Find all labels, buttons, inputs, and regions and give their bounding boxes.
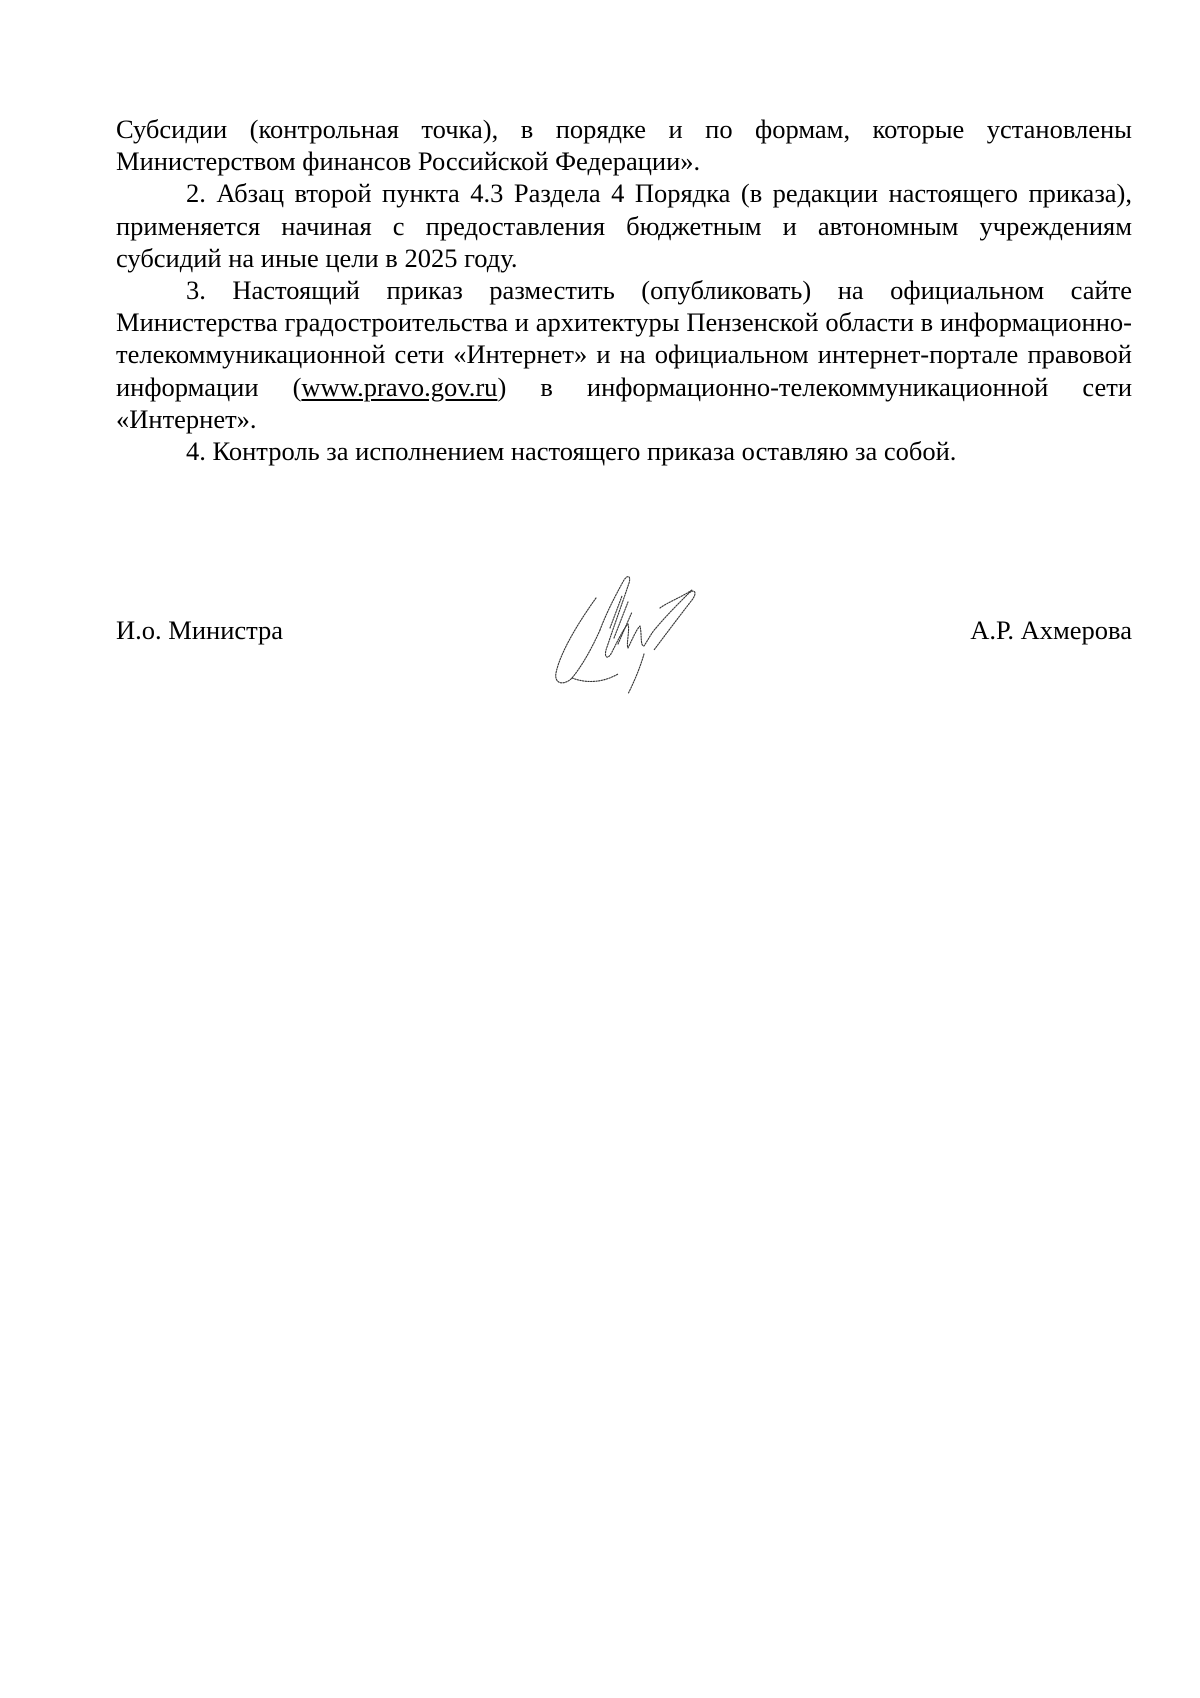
paragraph-text: Субсидии (контрольная точка), в порядке и по формам, которые установлены Министерством финансов Российской Федерации». bbox=[116, 114, 1132, 177]
paragraph-item-3 bbox=[116, 274, 1132, 435]
paragraph-text: 4. Контроль за исполнением настоящего приказа оставляю за собой. bbox=[186, 436, 957, 467]
handwritten-signature bbox=[548, 568, 708, 698]
paragraph-item-2 bbox=[116, 177, 1132, 274]
paragraph-item-4 bbox=[116, 435, 1132, 467]
position-title: И.о. Министра bbox=[116, 615, 284, 645]
document-body bbox=[116, 113, 1132, 467]
pravo-link[interactable]: www.pravo.gov.ru bbox=[301, 371, 498, 402]
paragraph-text: 3. Настоящий приказ разместить (опубликовать) на официальном сайте Министерства градостроительства и архитектуры Пензенской области в информационно-телекоммуникационной сети «Интернет» и на официальном интернет-портале правовой информации ( bbox=[116, 275, 1132, 402]
paragraph-text: 2. Абзац второй пункта 4.3 Раздела 4 Порядка (в редакции настоящего приказа), применяется начиная с предоставления бюджетным и автономным учреждениям субсидий на иные цели в 2025 году. bbox=[116, 178, 1132, 273]
paragraph-text: ) в информационно-телекоммуникационной сети «Интернет». bbox=[116, 371, 1132, 434]
paragraph-subsidy-continuation bbox=[116, 113, 1132, 177]
signer-name: А.Р. Ахмерова bbox=[970, 615, 1132, 645]
